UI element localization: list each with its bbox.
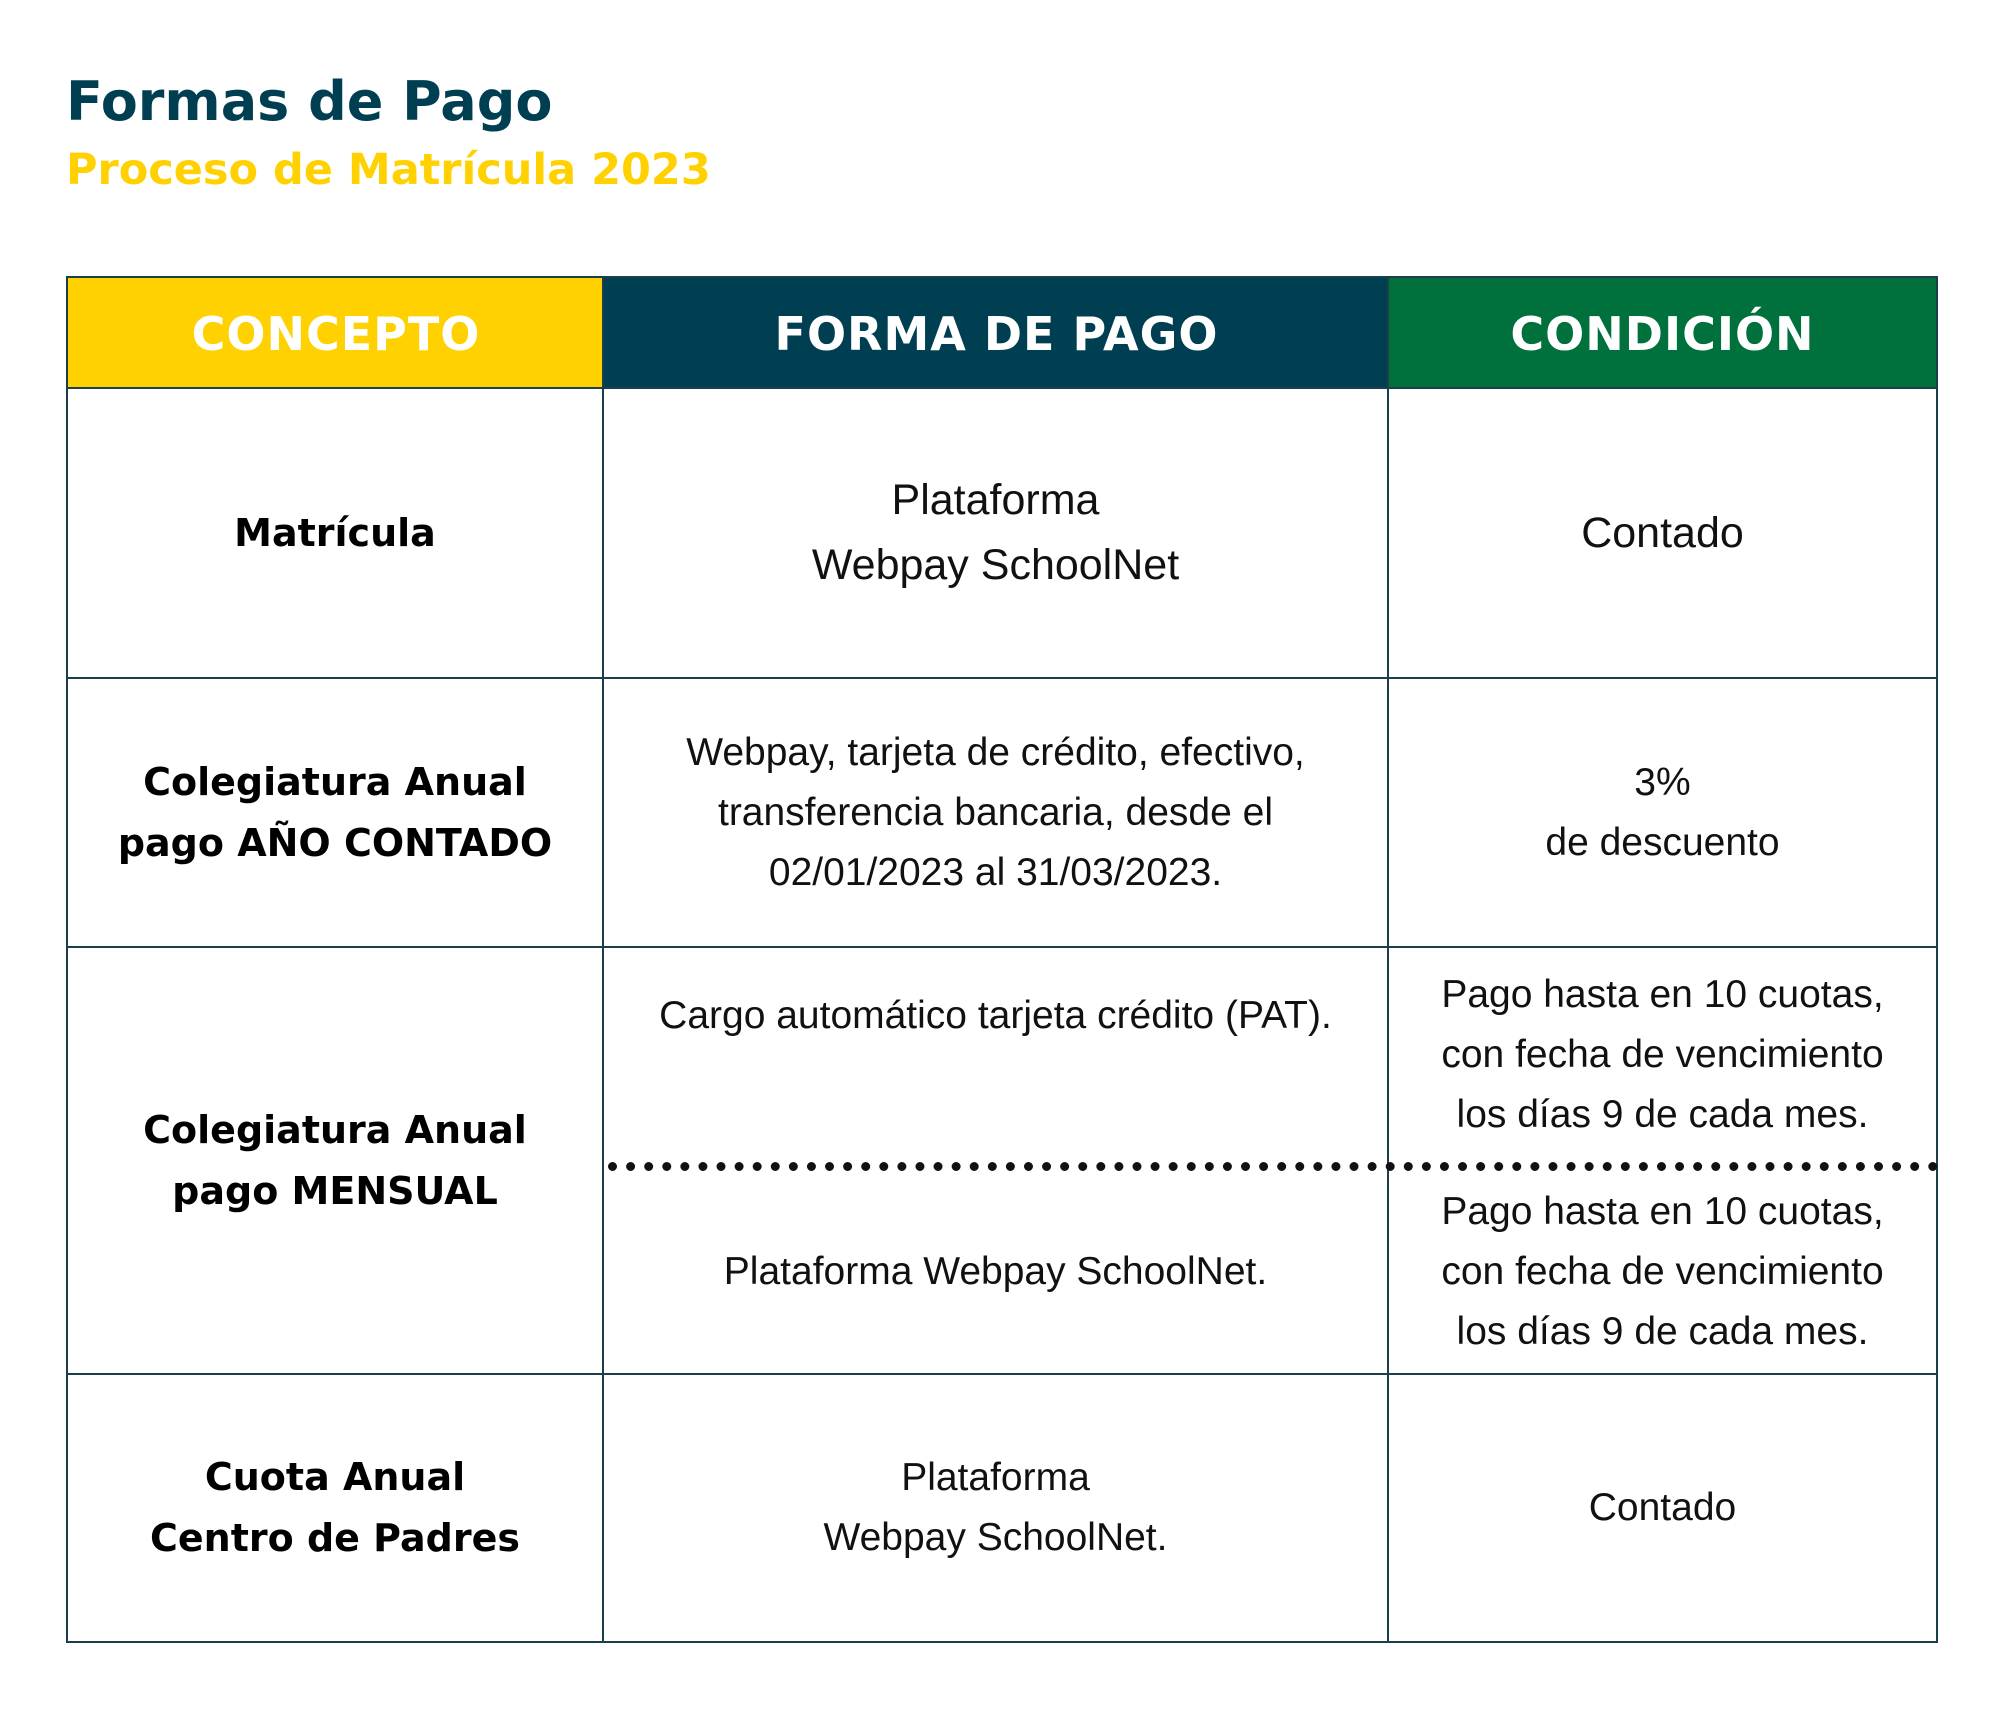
forma-text: Cargo automático tarjeta crédito (PAT). — [659, 993, 1332, 1037]
forma-text: Plataforma — [891, 476, 1100, 524]
page-subtitle: Proceso de Matrícula 2023 — [66, 145, 711, 195]
condicion-text: 3% — [1634, 760, 1691, 804]
concepto-text: Matrícula — [234, 510, 436, 555]
condicion-text: con fecha de vencimiento — [1441, 1250, 1884, 1293]
table-row-matricula-concepto — [68, 389, 602, 677]
table-row-ano-contado-concepto — [68, 679, 602, 946]
concepto-text: pago MENSUAL — [172, 1168, 498, 1213]
header-forma-de-pago-label: FORMA DE PAGO — [774, 306, 1219, 361]
table-row-centro-padres-concepto — [68, 1375, 602, 1641]
table-row-centro-padres-forma — [604, 1375, 1387, 1641]
header-forma-de-pago — [604, 278, 1389, 389]
table-row-matricula-condicion — [1389, 389, 1936, 677]
table-row-mensual-pat-forma — [604, 948, 1387, 1083]
table-row-ano-contado-forma — [604, 679, 1387, 946]
forma-text: 02/01/2023 al 31/03/2023. — [768, 850, 1223, 894]
condicion-text: Contado — [1581, 508, 1744, 557]
forma-text: Webpay SchoolNet. — [823, 1516, 1168, 1559]
dotted-divider — [608, 1162, 1938, 1171]
payment-methods-table — [66, 276, 1938, 1643]
concepto-text: Centro de Padres — [150, 1516, 520, 1560]
condicion-text: los días 9 de cada mes. — [1456, 1310, 1869, 1353]
header-concepto-label: CONCEPTO — [191, 306, 481, 361]
concepto-text: Colegiatura Anual — [143, 759, 527, 804]
condicion-text: Pago hasta en 10 cuotas, — [1441, 1190, 1884, 1233]
concepto-text: pago AÑO CONTADO — [117, 820, 553, 865]
condicion-text: los días 9 de cada mes. — [1456, 1093, 1869, 1136]
page-title: Formas de Pago — [66, 70, 553, 133]
header-condicion-label: CONDICIÓN — [1510, 306, 1815, 361]
condicion-text: Pago hasta en 10 cuotas, — [1441, 973, 1884, 1016]
table-row-matricula-forma — [604, 389, 1387, 677]
forma-text: Plataforma Webpay SchoolNet. — [723, 1250, 1268, 1293]
condicion-text: Contado — [1588, 1486, 1737, 1529]
table-row-mensual-pat-condicion — [1389, 948, 1936, 1162]
concepto-text: Cuota Anual — [204, 1455, 466, 1499]
forma-text: transferencia bancaria, desde el — [717, 790, 1273, 834]
table-row-mensual-webpay-condicion — [1389, 1171, 1936, 1373]
condicion-text: de descuento — [1545, 820, 1780, 864]
concepto-text: Colegiatura Anual — [143, 1107, 527, 1152]
table-row-mensual-concepto — [68, 948, 602, 1373]
table-row-ano-contado-condicion — [1389, 679, 1936, 946]
forma-text: Plataforma — [901, 1456, 1090, 1499]
table-row-centro-padres-condicion — [1389, 1375, 1936, 1641]
header-condicion — [1389, 278, 1936, 389]
condicion-text: con fecha de vencimiento — [1441, 1033, 1884, 1076]
header-concepto — [68, 278, 604, 389]
table-row-mensual-webpay-forma — [604, 1171, 1387, 1373]
forma-text: Webpay, tarjeta de crédito, efectivo, — [686, 730, 1305, 774]
forma-text: Webpay SchoolNet — [811, 541, 1180, 589]
